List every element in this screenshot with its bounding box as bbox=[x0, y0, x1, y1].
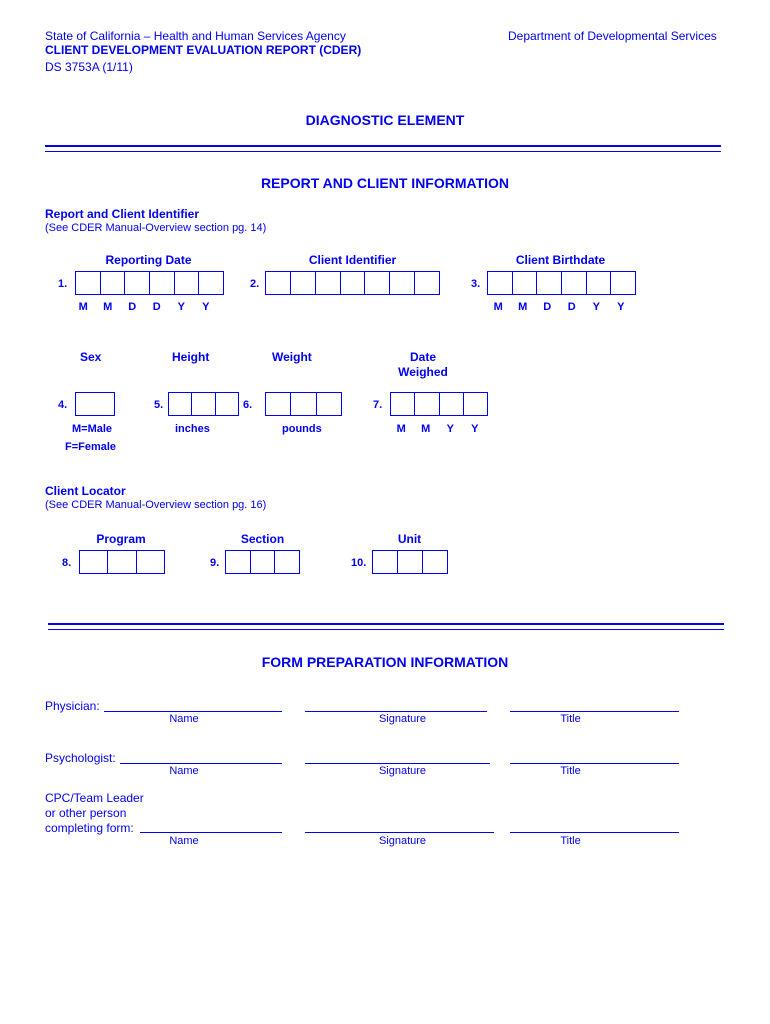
weight-boxes[interactable] bbox=[265, 392, 342, 416]
height-boxes[interactable] bbox=[168, 392, 239, 416]
format-letter: M bbox=[78, 301, 88, 313]
date-weighed-boxes[interactable] bbox=[390, 392, 488, 416]
item-number-1: 1. bbox=[58, 278, 68, 290]
item-number-5: 5. bbox=[154, 399, 164, 411]
item-number-2: 2. bbox=[250, 278, 260, 290]
department-name: Department of Developmental Services bbox=[508, 29, 717, 43]
psychologist-signature-field[interactable] bbox=[305, 763, 490, 764]
unit-label: Unit bbox=[397, 532, 422, 546]
item-number-6: 6. bbox=[243, 399, 253, 411]
format-letter: M bbox=[493, 301, 503, 313]
cpc-title-field[interactable] bbox=[510, 832, 679, 833]
sex-box[interactable] bbox=[75, 392, 115, 416]
signature-caption: Signature bbox=[378, 713, 427, 725]
physician-title-field[interactable] bbox=[510, 711, 679, 712]
height-label: Height bbox=[172, 350, 210, 364]
format-letter: D bbox=[543, 301, 552, 313]
birthdate-format bbox=[486, 301, 633, 313]
agency-name: State of California – Health and Human Services Agency bbox=[45, 29, 346, 43]
item-number-4: 4. bbox=[58, 399, 68, 411]
signature-caption: Signature bbox=[378, 835, 427, 847]
format-letter: Y bbox=[177, 301, 185, 313]
format-letter: D bbox=[128, 301, 137, 313]
title-caption: Title bbox=[560, 835, 581, 847]
name-caption: Name bbox=[169, 713, 199, 725]
item-number-8: 8. bbox=[62, 557, 72, 569]
cpc-label-3: completing form: bbox=[45, 821, 134, 835]
cpc-signature-field[interactable] bbox=[305, 832, 494, 833]
item-number-7: 7. bbox=[373, 399, 383, 411]
format-letter: D bbox=[152, 301, 161, 313]
format-letter: Y bbox=[446, 423, 454, 435]
item-number-3: 3. bbox=[471, 278, 481, 290]
title-caption: Title bbox=[560, 765, 581, 777]
reporting-date-label: Reporting Date bbox=[105, 253, 192, 267]
section-title-preparation: FORM PREPARATION INFORMATION bbox=[261, 654, 509, 670]
unit-boxes[interactable] bbox=[372, 550, 448, 574]
name-caption: Name bbox=[169, 835, 199, 847]
physician-signature-field[interactable] bbox=[305, 711, 487, 712]
cpc-name-field[interactable] bbox=[140, 832, 282, 833]
client-identifier-label: Client Identifier bbox=[308, 253, 397, 267]
program-boxes[interactable] bbox=[79, 550, 165, 574]
section-label: Section bbox=[240, 532, 285, 546]
program-label: Program bbox=[96, 532, 146, 546]
female-code: F=Female bbox=[65, 441, 117, 453]
client-birthdate-boxes[interactable] bbox=[487, 271, 636, 295]
date-weighed-label-1: Date bbox=[409, 350, 436, 364]
item-number-9: 9. bbox=[210, 557, 220, 569]
reporting-date-format bbox=[71, 301, 218, 313]
form-title: CLIENT DEVELOPMENT EVALUATION REPORT (CDER) bbox=[45, 43, 362, 57]
inches-unit: inches bbox=[175, 423, 210, 435]
reporting-date-boxes[interactable] bbox=[75, 271, 224, 295]
psychologist-name-field[interactable] bbox=[120, 763, 282, 764]
name-caption: Name bbox=[169, 765, 199, 777]
psychologist-title-field[interactable] bbox=[510, 763, 679, 764]
format-letter: M bbox=[518, 301, 528, 313]
main-title: DIAGNOSTIC ELEMENT bbox=[305, 112, 465, 128]
cpc-label-1: CPC/Team Leader bbox=[45, 791, 144, 805]
format-letter: Y bbox=[592, 301, 600, 313]
format-letter: M bbox=[103, 301, 113, 313]
divider bbox=[45, 145, 721, 152]
section-boxes[interactable] bbox=[225, 550, 300, 574]
psychologist-label: Psychologist: bbox=[45, 751, 116, 765]
format-letter: D bbox=[567, 301, 576, 313]
date-weighed-label-2: Weighed bbox=[398, 365, 448, 379]
cpc-label-2: or other person bbox=[45, 806, 127, 820]
format-letter: M bbox=[396, 423, 406, 435]
item-number-10: 10. bbox=[351, 557, 367, 569]
section-title-report: REPORT AND CLIENT INFORMATION bbox=[260, 175, 510, 191]
client-birthdate-label: Client Birthdate bbox=[515, 253, 606, 267]
divider bbox=[48, 623, 724, 630]
sex-label: Sex bbox=[80, 350, 102, 364]
title-caption: Title bbox=[560, 713, 581, 725]
signature-caption: Signature bbox=[378, 765, 427, 777]
format-letter: Y bbox=[202, 301, 210, 313]
date-weighed-format bbox=[389, 423, 487, 435]
format-letter: M bbox=[421, 423, 431, 435]
physician-name-field[interactable] bbox=[104, 711, 282, 712]
form-number: DS 3753A (1/11) bbox=[45, 60, 133, 74]
male-code: M=Male bbox=[72, 423, 113, 435]
client-identifier-boxes[interactable] bbox=[265, 271, 440, 295]
locator-note: (See CDER Manual-Overview section pg. 16) bbox=[45, 499, 267, 511]
physician-label: Physician: bbox=[45, 699, 100, 713]
pounds-unit: pounds bbox=[282, 423, 322, 435]
identifier-heading: Report and Client Identifier bbox=[45, 207, 200, 221]
locator-heading: Client Locator bbox=[45, 484, 126, 498]
identifier-note: (See CDER Manual-Overview section pg. 14) bbox=[45, 222, 267, 234]
format-letter: Y bbox=[471, 423, 479, 435]
weight-label: Weight bbox=[272, 350, 312, 364]
format-letter: Y bbox=[617, 301, 625, 313]
